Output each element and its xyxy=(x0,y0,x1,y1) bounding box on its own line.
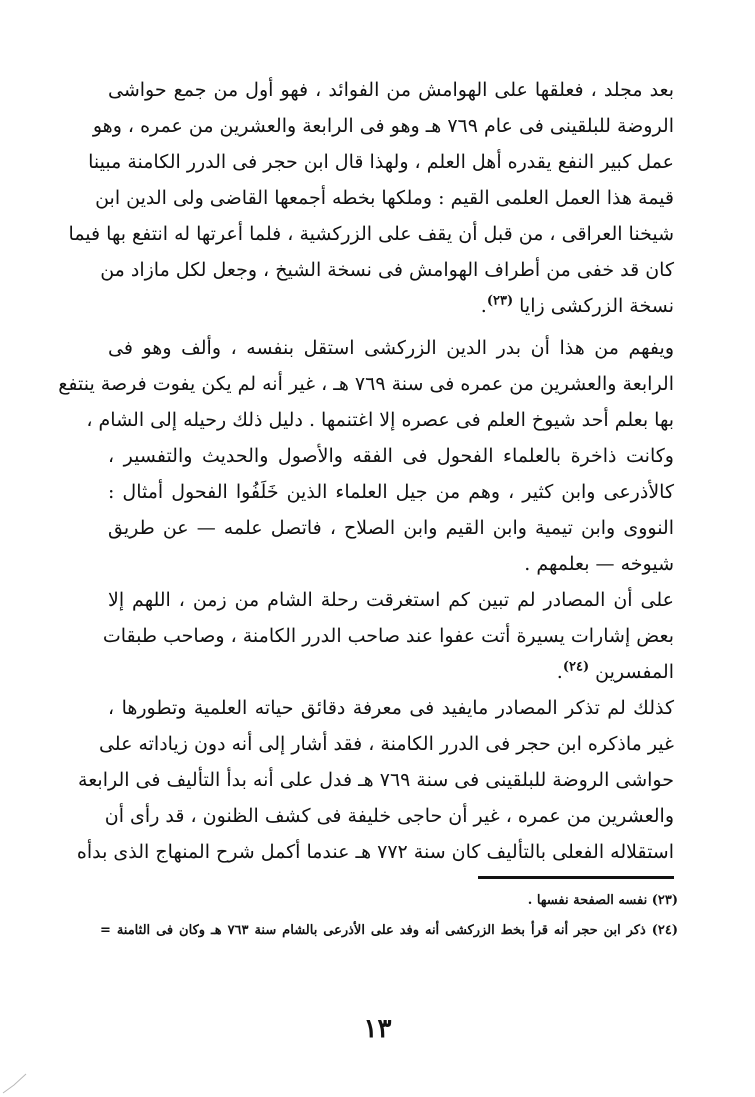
text-line-with-note xyxy=(108,288,674,324)
text-line: كذلك لم تذكر المصادر مايفيد فى معرفة دقائق حياته العلمية وتطورها ، xyxy=(108,697,674,719)
footnote-ref-23[interactable]: (٢٣) xyxy=(486,293,514,309)
text-line: الروضة للبلقينى فى عام ٧٦٩ هـ وهو فى الرابعة والعشرين من عمره ، وهو xyxy=(92,115,674,137)
text-line: النووى وابن تيمية وابن القيم وابن الصلاح ، فاتصل علمه — عن طريق xyxy=(108,517,674,539)
footnote-ref-24[interactable]: (٢٤) xyxy=(562,659,590,675)
text-line: الرابعة والعشرين من عمره فى سنة ٧٦٩ هـ ، غير أنه لم يكن يفوت فرصة ينتفع xyxy=(58,373,674,395)
footnotes xyxy=(100,886,678,946)
text-line: حواشى الروضة للبلقينى فى سنة ٧٦٩ هـ فدل على أنه بدأ التأليف فى الرابعة xyxy=(78,769,674,791)
text-line: قيمة هذا العمل العلمى القيم : وملكها بخطه أجمعها القاضى ولى الدين ابن xyxy=(95,187,674,209)
footnote-separator xyxy=(478,876,674,879)
text-line: شيخنا العراقى ، من قبل أن يقف على الزركشية ، فلما أعرتها له انتفع بها فيما xyxy=(68,223,674,245)
footnote-23: (٢٣) نفسه الصفحة نفسها . xyxy=(527,893,678,908)
text-line: عمل كبير النفع يقدره أهل العلم ، ولهذا قال ابن حجر فى الدرر الكامنة مبينا xyxy=(88,151,674,173)
text-line: كان قد خفى من أطراف الهوامش فى نسخة الشيخ ، وجعل لكل مازاد من xyxy=(100,259,674,281)
paragraph-2 xyxy=(58,330,674,582)
text-line: غير ماذكره ابن حجر فى الدرر الكامنة ، فقد أشار إلى أنه دون زياداته على xyxy=(98,733,674,755)
text-line: شيوخه — بعلمهم . xyxy=(524,553,674,575)
paragraph-4 xyxy=(76,690,674,870)
text-line: استقلاله الفعلى بالتأليف كان سنة ٧٧٢ هـ عندما أكمل شرح المنهاج الذى بدأه xyxy=(76,841,674,863)
text-line: وكانت ذاخرة بالعلماء الفحول فى الفقه والأصول والحديث والتفسير ، xyxy=(108,445,674,467)
text-line: بعد مجلد ، فعلقها على الهوامش من الفوائد ، فهو أول من جمع حواشى xyxy=(108,79,674,101)
text-line: على أن المصادر لم تبين كم استغرقت رحلة الشام من زمن ، اللهم إلا xyxy=(108,589,674,611)
text-line: بعض إشارات يسيرة أتت عفوا عند صاحب الدرر الكامنة ، وصاحب طبقات xyxy=(102,625,674,647)
text-line: كالأذرعى وابن كثير ، وهم من جيل العلماء الذين خَلَفُوا الفحول أمثال : xyxy=(108,481,674,503)
period: . xyxy=(556,661,563,683)
footnote-24: (٢٤) ذكر ابن حجر أنه قرأ بخط الزركشى أنه وفد على الأذرعى بالشام سنة ٧٦٣ هـ وكان فى الثامنة = xyxy=(100,923,678,938)
text-line: والعشرين من عمره ، غير أن حاجى خليفة فى كشف الظنون ، قد رأى أن xyxy=(104,805,674,827)
page-number: ١٣ xyxy=(363,1014,392,1044)
paragraph-1 xyxy=(68,72,674,324)
paragraph-3 xyxy=(102,582,674,690)
text-line-with-note xyxy=(108,654,674,690)
period: . xyxy=(480,295,487,317)
scan-corner-mark xyxy=(2,1072,28,1094)
text-line: نسخة الزركشى زايا xyxy=(519,295,674,317)
text-line: بها بعلم أحد شيوخ العلم فى عصره إلا اغتنمها . دليل ذلك رحيله إلى الشام ، xyxy=(86,409,674,431)
text-line: المفسرين xyxy=(595,661,674,683)
text-line: ويفهم من هذا أن بدر الدين الزركشى استقل بنفسه ، وألف وهو فى xyxy=(108,337,674,359)
